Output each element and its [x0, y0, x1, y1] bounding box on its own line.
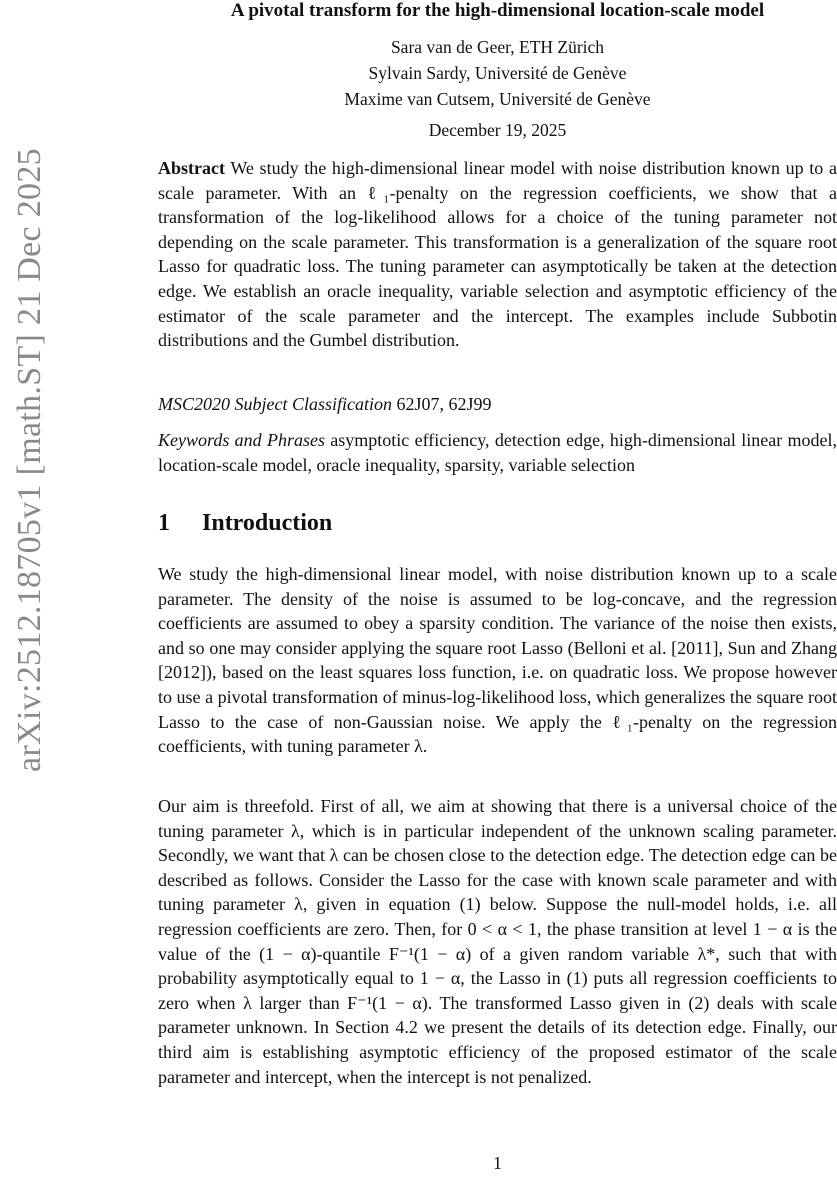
msc-codes: 62J07, 62J99 — [396, 394, 492, 414]
paper-date: December 19, 2025 — [428, 120, 567, 140]
intro-paragraph-1: We study the high-dimensional linear model, with noise distribution known up to a scale parameter. The density of the noise is assumed to be log-concave, and the regression coefficients are assumed to obey a sparsity condition. The variance of the noise then exists, and so one may consider applying the square root Lasso (Belloni et al. [2011], Sun and Zhang [2012]), based on the least squares loss function, i.e. on quadratic loss. We propose however to use a pivotal transformation of minus-log-likelihood loss, which generalizes the square root Lasso to the case of non-Gaussian noise. We apply the ℓ₁-penalty on the regression coefficients, with tuning parameter λ. — [158, 564, 837, 757]
abstract-text: We study the high-dimensional linear model with noise distribution known up to a scale parameter. With an ℓ₁-penalty on the regression coefficients, we show that a transformation of the log-likelihood allows for a choice of the tuning parameter not depending on the scale parameter. This transformation is a generalization of the square root Lasso for quadratic loss. The tuning parameter can asymptotically be taken at the detection edge. We establish an oracle inequality, variable selection and asymptotic efficiency of the estimator of the scale parameter and the intercept. The examples include Subbotin distributions and the Gumbel distribution. — [158, 158, 837, 351]
keywords-label: Keywords and Phrases — [158, 430, 325, 450]
arxiv-side-stamp — [0, 0, 60, 1200]
author-2: Sylvain Sardy, Université de Genève — [368, 63, 627, 83]
author-3: Maxime van Cutsem, Université de Genève — [344, 89, 651, 109]
keywords-text: asymptotic efficiency, detection edge, high-dimensional linear model, location-scale model, oracle inequality, sparsity, variable selection — [158, 430, 837, 475]
msc-classification — [158, 392, 837, 417]
section-title: Introduction — [202, 510, 333, 536]
intro-paragraph-2: Our aim is threefold. First of all, we aim at showing that there is a universal choice of the tuning parameter λ, which is in particular independent of the unknown scaling parameter. Secondly, we want that λ can be chosen close to the detection edge. The detection edge can be described as follows. Consider the Lasso for the case with known scale parameter and with tuning parameter λ, given in equation (1) below. Suppose the null-model holds, i.e. all regression coefficients are zero. Then, for 0 < α < 1, the phase transition at level 1 − α is the value of the (1 − α)-quantile F⁻¹(1 − α) of a given random variable λ*, such that with probability asymptotically equal to 1 − α, the Lasso in (1) puts all regression coefficients to zero when λ larger than F⁻¹(1 − α). The transformed Lasso given in (2) deals with scale parameter unknown. In Section 4.2 we present the details of its detection edge. Finally, our third aim is establishing asymptotic efficiency of the proposed estimator of the scale parameter and intercept, when the intercept is not penalized. — [158, 796, 837, 1087]
author-1: Sara van de Geer, ETH Zürich — [390, 37, 605, 57]
abstract-label: Abstract — [158, 158, 225, 178]
msc-label: MSC2020 Subject Classification — [158, 394, 392, 414]
author-list — [158, 34, 837, 112]
paper-title: A pivotal transform for the high-dimensional location-scale model — [230, 0, 765, 21]
abstract — [158, 156, 837, 353]
arxiv-identifier: arXiv:2512.18705v1 [math.ST] 21 Dec 2025 — [11, 148, 48, 772]
page-number: 1 — [493, 1153, 502, 1173]
section-number: 1 — [158, 510, 170, 536]
section-heading — [158, 510, 332, 537]
keywords — [158, 428, 837, 477]
